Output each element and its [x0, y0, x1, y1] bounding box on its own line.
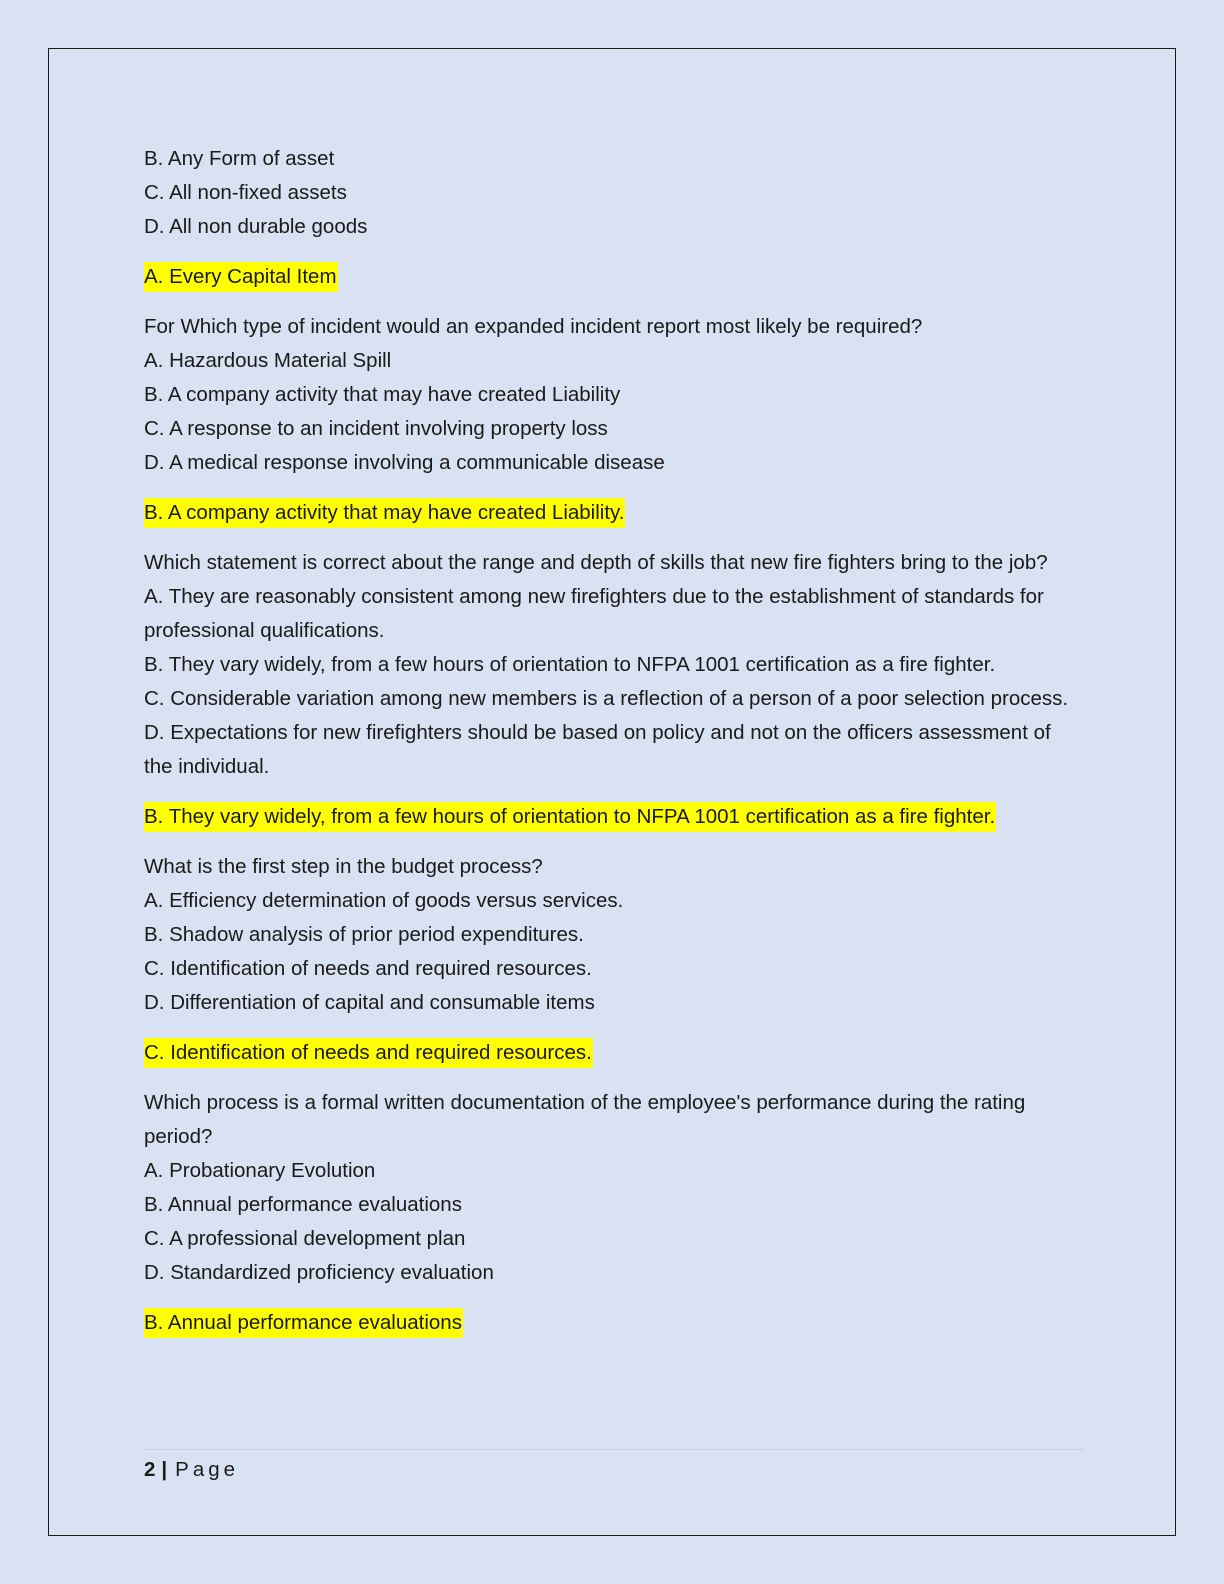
question-block-3: [144, 546, 1084, 784]
answer-line-1: [144, 260, 1084, 294]
footer-divider: [144, 1449, 1084, 1450]
page-content: [144, 142, 1084, 1340]
answer-highlight: C. Identification of needs and required resources.: [144, 1038, 593, 1068]
page-number: 2: [144, 1458, 156, 1481]
footer-separator: |: [161, 1458, 168, 1481]
option-b: B. Annual performance evaluations: [144, 1193, 462, 1216]
option-c: C. Considerable variation among new members is a reflection of a person of a poor selection process.: [144, 687, 1069, 710]
option-b: B. Any Form of asset: [144, 147, 335, 170]
option-b: B. They vary widely, from a few hours of orientation to NFPA 1001 certification as a fire fighter.: [144, 653, 996, 676]
option-c: C. All non-fixed assets: [144, 181, 347, 204]
option-b: B. A company activity that may have created Liability: [144, 383, 621, 406]
question-text: What is the first step in the budget process?: [144, 855, 543, 878]
option-b: B. Shadow analysis of prior period expenditures.: [144, 923, 584, 946]
question-block-5: [144, 1086, 1084, 1290]
question-text: Which process is a formal written documentation of the employee's performance during the rating period?: [144, 1091, 1026, 1148]
answer-highlight: B. They vary widely, from a few hours of orientation to NFPA 1001 certification as a fire fighter.: [144, 802, 996, 832]
option-a: A. Efficiency determination of goods versus services.: [144, 889, 624, 912]
page-label: Page: [175, 1458, 240, 1481]
question-text: Which statement is correct about the range and depth of skills that new fire fighters bring to the job?: [144, 551, 1048, 574]
question-text: For Which type of incident would an expanded incident report most likely be required?: [144, 315, 923, 338]
answer-highlight: B. A company activity that may have created Liability.: [144, 498, 625, 528]
option-c: C. A response to an incident involving property loss: [144, 417, 608, 440]
option-a: A. They are reasonably consistent among new firefighters due to the establishment of standards for professional qualifications.: [144, 585, 1044, 642]
option-d: D. All non durable goods: [144, 215, 368, 238]
option-d: D. A medical response involving a communicable disease: [144, 451, 665, 474]
answer-highlight: B. Annual performance evaluations: [144, 1308, 463, 1338]
answer-highlight: A. Every Capital Item: [144, 262, 338, 292]
question-block-4: [144, 850, 1084, 1020]
option-d: D. Standardized proficiency evaluation: [144, 1261, 494, 1284]
question-block-2: [144, 310, 1084, 480]
option-c: C. A professional development plan: [144, 1227, 466, 1250]
question-block-1: [144, 142, 1084, 244]
answer-line-3: [144, 800, 1084, 834]
option-d: D. Expectations for new firefighters should be based on policy and not on the officers assessment of the individual.: [144, 721, 1051, 778]
answer-line-4: [144, 1036, 1084, 1070]
option-c: C. Identification of needs and required resources.: [144, 957, 592, 980]
page-footer: [144, 1455, 239, 1485]
option-d: D. Differentiation of capital and consumable items: [144, 991, 595, 1014]
option-a: A. Hazardous Material Spill: [144, 349, 392, 372]
option-a: A. Probationary Evolution: [144, 1159, 376, 1182]
answer-line-5: [144, 1306, 1084, 1340]
answer-line-2: [144, 496, 1084, 530]
